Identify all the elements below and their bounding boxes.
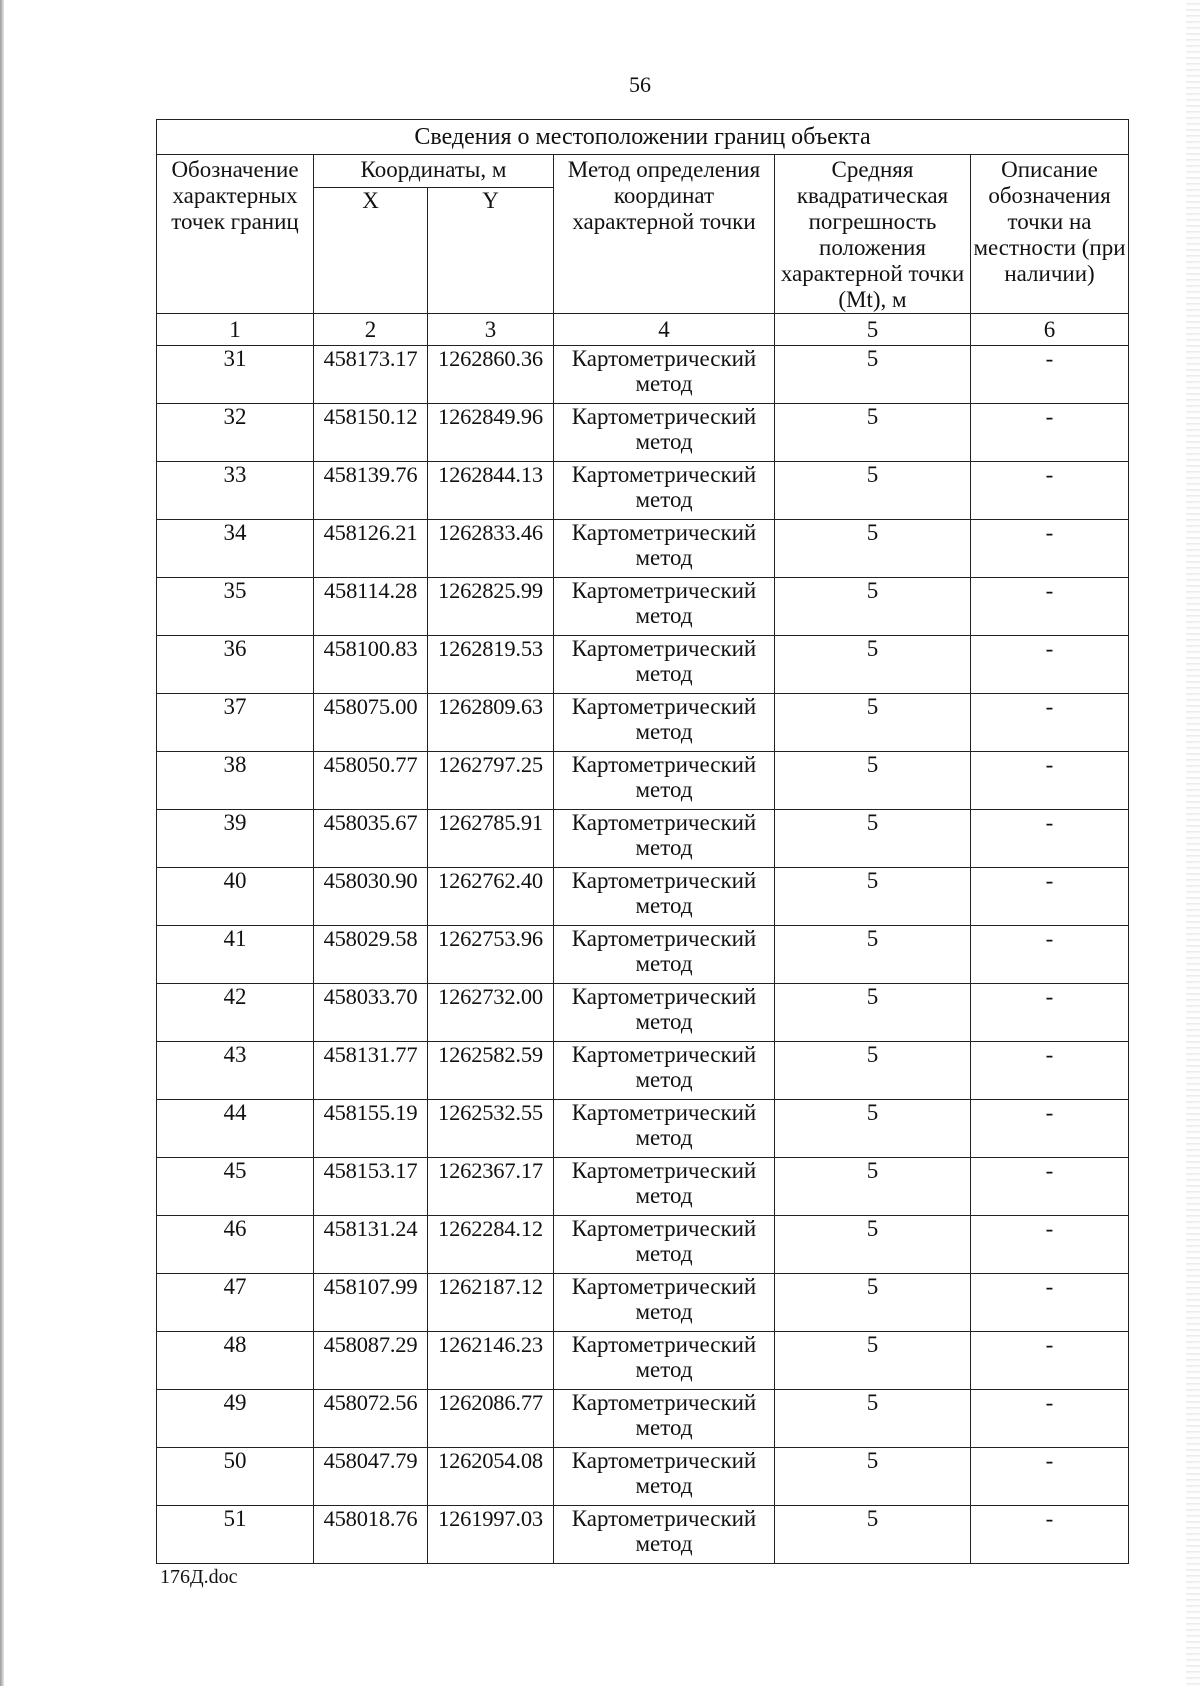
cell-error: 5: [775, 1042, 971, 1100]
cell-point: 45: [157, 1158, 314, 1216]
cell-x: 458072.56: [314, 1390, 428, 1448]
cell-method: Картометрический метод: [554, 1100, 775, 1158]
cell-y: 1262732.00: [428, 984, 554, 1042]
cell-description: -: [971, 1448, 1129, 1506]
cell-description: -: [971, 1158, 1129, 1216]
cell-method: Картометрический метод: [554, 1158, 775, 1216]
cell-description: -: [971, 810, 1129, 868]
cell-point: 31: [157, 346, 314, 404]
cell-method: Картометрический метод: [554, 984, 775, 1042]
cell-description: -: [971, 1216, 1129, 1274]
cell-point: 43: [157, 1042, 314, 1100]
cell-y: 1262284.12: [428, 1216, 554, 1274]
cell-description: -: [971, 926, 1129, 984]
cell-x: 458126.21: [314, 520, 428, 578]
cell-x: 458173.17: [314, 346, 428, 404]
cell-description: -: [971, 520, 1129, 578]
cell-description: -: [971, 346, 1129, 404]
cell-point: 51: [157, 1506, 314, 1564]
cell-method: Картометрический метод: [554, 1506, 775, 1564]
cell-x: 458035.67: [314, 810, 428, 868]
table-row: [157, 694, 1129, 752]
table-row: [157, 1100, 1129, 1158]
cell-error: 5: [775, 1332, 971, 1390]
cell-x: 458030.90: [314, 868, 428, 926]
cell-y: 1262860.36: [428, 346, 554, 404]
cell-x: 458107.99: [314, 1274, 428, 1332]
cell-error: 5: [775, 926, 971, 984]
scan-edge-right: [1186, 0, 1200, 1686]
cell-description: -: [971, 1506, 1129, 1564]
table-row: [157, 1448, 1129, 1506]
cell-point: 50: [157, 1448, 314, 1506]
cell-description: -: [971, 462, 1129, 520]
footer-filename: 176Д.doc: [160, 1566, 238, 1588]
cell-description: -: [971, 868, 1129, 926]
cell-error: 5: [775, 1506, 971, 1564]
cell-error: 5: [775, 462, 971, 520]
cell-y: 1262086.77: [428, 1390, 554, 1448]
cell-error: 5: [775, 1274, 971, 1332]
column-number: 5: [775, 314, 971, 346]
table-row: [157, 578, 1129, 636]
cell-error: 5: [775, 1216, 971, 1274]
table-row: [157, 1158, 1129, 1216]
cell-x: 458087.29: [314, 1332, 428, 1390]
cell-method: Картометрический метод: [554, 578, 775, 636]
cell-y: 1261997.03: [428, 1506, 554, 1564]
cell-point: 41: [157, 926, 314, 984]
scan-edge-left: [0, 0, 4, 1686]
cell-description: -: [971, 1042, 1129, 1100]
cell-description: -: [971, 1274, 1129, 1332]
table-row: [157, 1506, 1129, 1564]
cell-description: -: [971, 694, 1129, 752]
boundary-table: [156, 119, 1129, 1564]
cell-x: 458018.76: [314, 1506, 428, 1564]
table-row: [157, 926, 1129, 984]
cell-method: Картометрический метод: [554, 404, 775, 462]
cell-x: 458050.77: [314, 752, 428, 810]
cell-method: Картометрический метод: [554, 636, 775, 694]
cell-method: Картометрический метод: [554, 1332, 775, 1390]
cell-description: -: [971, 1390, 1129, 1448]
cell-y: 1262054.08: [428, 1448, 554, 1506]
cell-y: 1262833.46: [428, 520, 554, 578]
cell-x: 458047.79: [314, 1448, 428, 1506]
cell-point: 34: [157, 520, 314, 578]
header-x: X: [314, 188, 428, 314]
cell-method: Картометрический метод: [554, 520, 775, 578]
cell-method: Картометрический метод: [554, 1274, 775, 1332]
cell-error: 5: [775, 810, 971, 868]
table-row: [157, 404, 1129, 462]
cell-point: 37: [157, 694, 314, 752]
cell-method: Картометрический метод: [554, 810, 775, 868]
cell-point: 46: [157, 1216, 314, 1274]
cell-y: 1262844.13: [428, 462, 554, 520]
table-row: [157, 810, 1129, 868]
cell-x: 458150.12: [314, 404, 428, 462]
cell-y: 1262825.99: [428, 578, 554, 636]
cell-x: 458033.70: [314, 984, 428, 1042]
cell-error: 5: [775, 694, 971, 752]
cell-x: 458131.24: [314, 1216, 428, 1274]
table-row: [157, 868, 1129, 926]
table-row: [157, 752, 1129, 810]
cell-x: 458029.58: [314, 926, 428, 984]
cell-method: Картометрический метод: [554, 926, 775, 984]
cell-x: 458114.28: [314, 578, 428, 636]
cell-description: -: [971, 578, 1129, 636]
cell-point: 36: [157, 636, 314, 694]
cell-point: 38: [157, 752, 314, 810]
cell-description: -: [971, 984, 1129, 1042]
cell-method: Картометрический метод: [554, 694, 775, 752]
table-row: [157, 520, 1129, 578]
cell-x: 458139.76: [314, 462, 428, 520]
cell-error: 5: [775, 520, 971, 578]
cell-method: Картометрический метод: [554, 1390, 775, 1448]
table-body: [157, 346, 1129, 1564]
header-error: Средняя квадратическая погрешность положения характерной точки (Mt), м: [775, 155, 971, 314]
cell-y: 1262809.63: [428, 694, 554, 752]
cell-error: 5: [775, 636, 971, 694]
cell-description: -: [971, 1332, 1129, 1390]
cell-y: 1262532.55: [428, 1100, 554, 1158]
cell-y: 1262582.59: [428, 1042, 554, 1100]
cell-point: 44: [157, 1100, 314, 1158]
cell-x: 458100.83: [314, 636, 428, 694]
table-row: [157, 1042, 1129, 1100]
cell-x: 458131.77: [314, 1042, 428, 1100]
cell-y: 1262797.25: [428, 752, 554, 810]
cell-method: Картометрический метод: [554, 1448, 775, 1506]
table-row: [157, 636, 1129, 694]
cell-error: 5: [775, 984, 971, 1042]
table-row: [157, 1216, 1129, 1274]
cell-error: 5: [775, 752, 971, 810]
table-row: [157, 1274, 1129, 1332]
table-row: [157, 346, 1129, 404]
cell-point: 49: [157, 1390, 314, 1448]
header-coordinates: Координаты, м: [314, 155, 554, 188]
cell-error: 5: [775, 346, 971, 404]
cell-error: 5: [775, 1448, 971, 1506]
cell-description: -: [971, 636, 1129, 694]
cell-point: 48: [157, 1332, 314, 1390]
table-row: [157, 1390, 1129, 1448]
cell-point: 33: [157, 462, 314, 520]
column-number: 1: [157, 314, 314, 346]
table-title: Сведения о местоположении границ объекта: [157, 120, 1129, 155]
cell-y: 1262849.96: [428, 404, 554, 462]
cell-error: 5: [775, 1100, 971, 1158]
cell-y: 1262367.17: [428, 1158, 554, 1216]
cell-error: 5: [775, 868, 971, 926]
cell-point: 32: [157, 404, 314, 462]
cell-method: Картометрический метод: [554, 1216, 775, 1274]
cell-point: 47: [157, 1274, 314, 1332]
header-method: Метод определения координат характерной точки: [554, 155, 775, 314]
cell-y: 1262187.12: [428, 1274, 554, 1332]
column-number: 3: [428, 314, 554, 346]
header-y: Y: [428, 188, 554, 314]
cell-x: 458155.19: [314, 1100, 428, 1158]
cell-x: 458153.17: [314, 1158, 428, 1216]
cell-y: 1262146.23: [428, 1332, 554, 1390]
cell-error: 5: [775, 1390, 971, 1448]
cell-method: Картометрический метод: [554, 346, 775, 404]
column-number: 2: [314, 314, 428, 346]
cell-method: Картометрический метод: [554, 868, 775, 926]
cell-y: 1262819.53: [428, 636, 554, 694]
table-row: [157, 1332, 1129, 1390]
cell-description: -: [971, 1100, 1129, 1158]
cell-method: Картометрический метод: [554, 752, 775, 810]
cell-error: 5: [775, 404, 971, 462]
table-row: [157, 462, 1129, 520]
page-number: 56: [629, 72, 651, 97]
table-row: [157, 984, 1129, 1042]
cell-y: 1262785.91: [428, 810, 554, 868]
cell-point: 39: [157, 810, 314, 868]
cell-description: -: [971, 404, 1129, 462]
cell-error: 5: [775, 1158, 971, 1216]
cell-x: 458075.00: [314, 694, 428, 752]
cell-y: 1262753.96: [428, 926, 554, 984]
cell-description: -: [971, 752, 1129, 810]
cell-error: 5: [775, 578, 971, 636]
column-number: 6: [971, 314, 1129, 346]
cell-y: 1262762.40: [428, 868, 554, 926]
header-point-designation: Обозначение характерных точек границ: [157, 155, 314, 314]
cell-point: 35: [157, 578, 314, 636]
cell-point: 40: [157, 868, 314, 926]
header-description: Описание обозначения точки на местности (при наличии): [971, 155, 1129, 314]
column-number: 4: [554, 314, 775, 346]
cell-method: Картометрический метод: [554, 1042, 775, 1100]
cell-point: 42: [157, 984, 314, 1042]
cell-method: Картометрический метод: [554, 462, 775, 520]
